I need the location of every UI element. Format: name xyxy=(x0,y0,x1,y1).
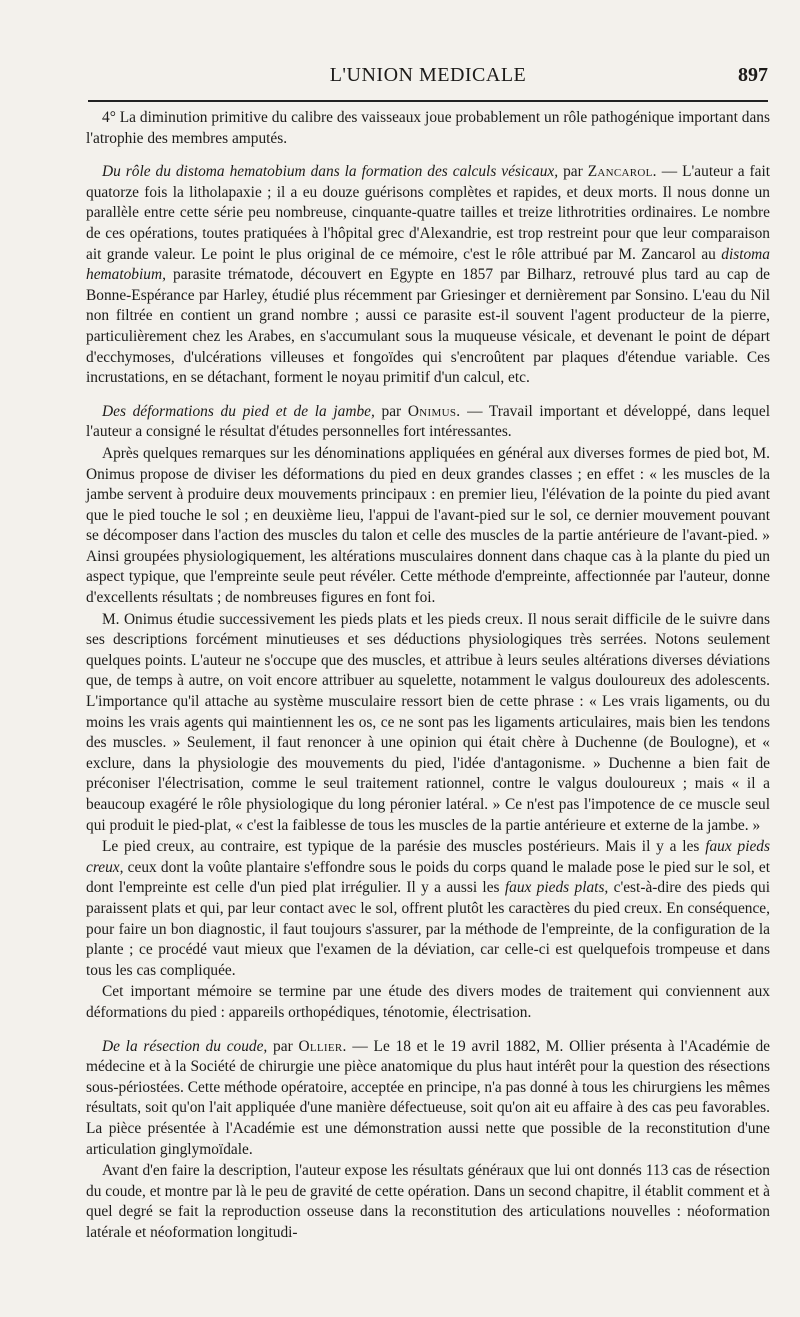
paragraph-ollier-results: Avant d'en faire la description, l'auteur expose les résultats généraux que lui ont donnés 113 cas de résection du coude, et montre par là le peu de gravité de cette opération. Dans un second chapitre, il établit comment et à quel degré se fait la reproduction osseuse dans la reconstitution des articulations nouvelles : néoformation latérale et néoformation longitudi- xyxy=(86,1162,770,1241)
paragraph-conclusion-4: 4° La diminution primitive du calibre des vaisseaux joue probablement un rôle pathogénique important dans l'atrophie des membres amputés. xyxy=(86,109,770,147)
paragraph-zancarol: Du rôle du distoma hematobium dans la formation des calculs vésicaux, par Zancarol. — L'auteur a fait quatorze fois la litholapaxie ; il a eu douze guérisons complètes et rapides, et deux morts. Il nous donne un parallèle entre cette série peu nombreuse, cinquante-quatre tailles et treize lithrotrities ordinaires. Le nombre de ces opérations, toutes pratiquées à l'hôpital grec d'Alexandrie, est trop restreint pour que leur comparaison ait grande valeur. Le point le plus original de ce mémoire, c'est le rôle attribué par M. Zancarol au distoma hematobium, parasite trématode, découvert en Egypte en 1857 par Bilharz, retrouvé plus tard au cap de Bonne-Espérance par Harley, étudié plus récemment par Griesinger et dernièrement par Sonsino. L'eau du Nil non filtrée en contient un grand nombre ; aussi ce parasite est-il souvent l'agent producteur de la pierre, particulièrement chez les Arabes, en s'accumulant sous la muqueuse vésicale, et devenant le point de départ d'ecchymoses, d'ulcérations villeuses et fongoïdes qui s'encroûtent par plaques d'étendue variable. Ces incrustations, en se détachant, forment le noyau primitif d'un calcul, etc. xyxy=(86,163,771,387)
author-name: Onimus. xyxy=(407,402,461,420)
paragraph-ollier: De la résection du coude, par Ollier. — Le 18 et le 19 avril 1882, M. Ollier présenta à l'Académie de médecine et à la Société de chirurgie une pièce anatomique du plus haut intérêt pour la question des résections sous-périostées. Cette méthode opératoire, acceptée en principe, n'a pas donné à tous les chirurgiens les mêmes résultats, soit qu'on l'ait appliquée d'une manière défectueuse, soit qu'on ait eu affaire à des cas peu favorables. La pièce présentée à l'Académie est une démonstration aussi nette que possible de la reconstitution d'une articulation ginglymoïdale. xyxy=(86,1037,770,1158)
author-name: Ollier. xyxy=(298,1037,347,1055)
paragraph-onimus-intro: Des déformations du pied et de la jambe, par Onimus. — Travail important et développé, dans lequel l'auteur a consigné le résultat d'études personnelles fort intéressantes. xyxy=(86,402,770,441)
author-name: Zancarol. xyxy=(587,163,657,181)
header-rule xyxy=(88,100,768,102)
page-number: 897 xyxy=(738,64,768,86)
article-title: Des déformations du pied et de la jambe, xyxy=(102,402,375,420)
running-title: L'UNION MEDICALE xyxy=(329,64,527,86)
article-title: Du rôle du distoma hematobium dans la formation des calculs vésicaux, xyxy=(102,163,559,181)
article-body xyxy=(86,108,770,1244)
article-title: De la résection du coude, xyxy=(102,1037,268,1055)
paragraph-pied-creux: Le pied creux, au contraire, est typique de la parésie des muscles postérieurs. Mais il y a les faux pieds creux, ceux dont la voûte plantaire s'effondre sous le poids du corps quand le malade pose le pied sur le sol, et dont l'empreinte est celle d'un pied plat irrégulier. Il y a aussi les faux pieds plats, c'est-à-dire des pieds qui paraissent plats et qui, par leur contact avec le sol, offrent plutôt les caractères du pied creux. En conséquence, pour faire un bon diagnostic, il faut toujours s'assurer, par la méthode de l'empreinte, de la configuration de la plante ; ce procédé vaut mieux que l'examen de la déviation, car celle-ci est quelquefois trompeuse et dans tous les cas compliquée. xyxy=(86,838,770,979)
paragraph-onimus-study: M. Onimus étudie successivement les pieds plats et les pieds creux. Il nous serait difficile de le suivre dans ses descriptions forcément minutieuses et ses déductions physiologiques très serrées. Notons seulement quelques points. L'auteur ne s'occupe que des muscles, et attribue à leurs seules altérations diverses déviations que, de temps à autre, on voit encore attribuer au squelette, notamment le valgus douloureux des adolescents. L'importance qu'il attache au système musculaire ressort bien de cette phrase : « Les vrais ligaments, ou du moins les vrais agents qui maintiennent les os, ce ne sont pas les ligaments articulaires, mais bien les tendons des muscles. » Seulement, il faut renoncer à une opinion qui était chère à Duchenne (de Boulogne), et « exclure, dans la physiologie des mouvements du pied, l'idée d'antagonisme. » Duchenne a bien fait de préconiser l'électrisation, comme le seul traitement rationnel, contre le valgus douloureux ; mais « il a beaucoup exagéré le rôle physiologique du long péronier latéral. » Ce n'est pas l'impotence de ce muscle seul qui produit le pied-plat, « c'est la faiblesse de tous les muscles de la partie antérieure et externe de la jambe. » xyxy=(86,610,770,834)
species-term: distoma hematobium, xyxy=(86,245,770,284)
paragraph-onimus-classes: Après quelques remarques sur les dénominations appliquées en général aux diverses formes de pied bot, M. Onimus propose de diviser les déformations du pied en deux grandes classes ; en effet : « les muscles de la jambe servent à produire deux mouvements principaux : en premier lieu, l'élévation de la pointe du pied avant que le pied touche le sol ; en deuxième lieu, l'appui de l'avant-pied sur le sol, ce dernier mouvement pouvant se décomposer dans l'action des muscles du talon et celle des muscles de la partie antérieure de l'avant-pied. » Ainsi groupées physiologiquement, les altérations musculaires donnent dans chaque cas à la plante du pied un aspect typique, que l'empreinte seule peut révéler. Cette méthode d'empreinte, affectionnée par l'auteur, donne d'excellents résultats ; de nombreuses figures en font foi. xyxy=(86,444,770,607)
paragraph-traitement: Cet important mémoire se termine par une étude des divers modes de traitement qui conviennent aux déformations du pied : appareils orthopédiques, ténotomie, électrisation. xyxy=(86,983,770,1021)
page-header xyxy=(88,64,768,94)
